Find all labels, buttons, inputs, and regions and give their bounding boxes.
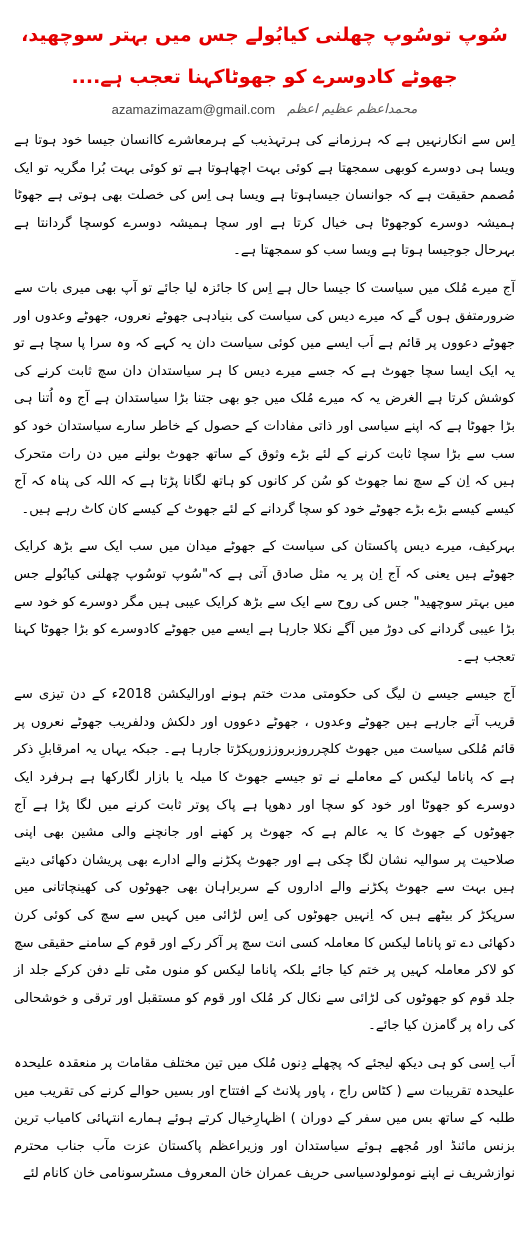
paragraph: بہرکیف، میرے دیس پاکستان کی سیاست کے جھوٹے میدان میں سب ایک سے بڑھ کرایک جھوٹے ہیں یعنی کہ آج اِن پر یہ مثل صادق آتی ہے کہ"سُوپ توسُوپ چھلنی کیابُولے جس میں بہتر سوچھید" جس کی روح سے ایک سے بڑھ کرایک عیبی ہیں مگر دوسرے کو خود سے بڑا عیبی گردانے کی دوڑ میں آگے نکلا جارہا ہے ایسے میں جھوٹے کادوسرے کو بڑا جھوٹا کہنا تعجب ہے۔ bbox=[14, 539, 515, 665]
byline bbox=[14, 102, 515, 117]
article-headline: سُوپ توسُوپ چھلنی کیابُولے جس میں بہتر سوچھید، جھوٹے کادوسرے کو جھوٹاکہنا تعجب ہے.... bbox=[21, 24, 508, 88]
paragraph: اِس سے انکارنہیں ہے کہ ہرزمانے کی ہرتہذیب کے ہرمعاشرے کاانسان جیسا خود ہوتا ہے ویسا ہی دوسرے کوبھی سمجھتا ہے کوئی بہت اچھاہوتا ہے تو کوئی بہت بُرا مگریہ تو ایک مُصمم حقیقت ہے کہ جوانسان جیساہوتا ہے ویسا ہی اِس کی خصلت بھی ہوتی ہے جھوٹا ہمیشہ دوسرے کوجھوٹا ہی خیال کرتا ہے اور سچا ہمیشہ دوسرے کوسچا گردانتا ہے بہرحال جوجیسا ہوتا ہے ویسا سب کو سمجھتا ہے۔ bbox=[14, 133, 515, 259]
author-email: azamazimazam@gmail.com bbox=[111, 102, 276, 117]
article-body bbox=[14, 127, 515, 1188]
paragraph: اَب اِسی کو ہی دیکھ لیجئے کہ پچھلے دِنوں مُلک میں تین مختلف مقامات پر منعقدہ علیحدہ علیحدہ تقریبات سے ( کٹاس راج ، پاور پلانٹ کے افتتاح اور بسیں حوالے کرنے کی تقریب میں طلبہ کے ساتھ بس میں سفر کے دوران ) اظہارِخیال کرتے ہوئے ہمارے انتہائی کامیاب ترین بزنس مائنڈ اور مُجھے ہوئے سیاستدان اور وزیراعظم پاکستان عزت مآب جناب محترم نوازشریف نے اپنے نومولودسیاسی حریف عمران خان المعروف مسٹرسونامی خان کانام لئے bbox=[14, 1056, 515, 1182]
author-name: محمداعظم عظیم اعظم bbox=[287, 102, 418, 117]
paragraph: آج جیسے جیسے ن لیگ کی حکومتی مدت ختم ہونے اورالیکشن 2018ء کے دن تیزی سے قریب آتے جارہے ہیں جھوٹے وعدوں ، جھوٹے دعووں اور دلکش ودلفریب جھوٹے نعروں پر قائم مُلکی سیاست میں جھوٹ کلچرروزبروززورپکڑتا جارہا ہے۔ جبکہ یہاں یہ امرقابلِ ذکر ہے کہ پاناما لیکس کے معاملے نے تو جیسے جھوٹ کا میلہ یا بازار لگارکھا ہے ہرفرد ایک دوسرے کو جھوٹا اور خود کو سچا اور دھوپا ہے پاک پوتر ثابت کرنے میں لگا پڑا ہے آج جھوٹوں کے جھوٹ کا یہ عالم ہے کہ جھوٹ پر کھنے اور جانچنے والی مشین بھی اپنی صلاحیت پر سوالیہ نشان لگا چکی ہے اور جھوٹ پکڑنے والے ادارے بھی پریشان دکھائی دیتے ہیں بہت سے جھوٹ پکڑنے والے اداروں کے سربراہان بھی جھوٹوں کی کھینچاتانی میں سرپکڑ کر بیٹھے ہیں کہ اِنہیں جھوٹوں کی اِس لڑائی میں کہیں سے سچ کی کوئی کرن دکھائی دے تو پاناما لیکس کا معاملہ کسی انت سچ پر آکر رکے اور قوم کے سامنے حقیقی سچ کو لاکر معاملہ کہیں پر ختم کیا جائے بلکہ پاناما لیکس کو منوں مٹی تلے دفن کرکے جلد از جلد قوم کو جھوٹوں کی لڑائی سے نکال کر مُلک اور قوم کو مستقبل اور ترقی و خوشحالی کی راہ پر گامزن کیا جائے۔ bbox=[14, 687, 515, 1034]
paragraph: آج میرے مُلک میں سیاست کا جیسا حال ہے اِس کا جائزہ لیا جائے تو آپ بھی میری بات سے ضرورمتفق ہوں گے کہ میرے دیس کی سیاست کی بنیادہی جھوٹے نعروں، جھوٹے وعدوں اور جھوٹے دعووں پر قائم ہے اَب ایسے میں کوئی سیاست دان یہ کہے کہ وہ سرا پا سچا ہے تو یہ ایک ایسا سچا جھوٹ ہے کہ جسے میرے دیس کا ہر سیاستدان دان سچ ثابت کرنے کی کوشش کرتا ہے الغرض یہ کہ میرے مُلک میں جو بھی جتنا بڑا سیاستدان ہے آج وہ اُتنا ہی بڑا جھوٹا ہے کہ اپنے سیاسی اور ذاتی مفادات کے حصول کے خاطر سارے سیاستدان خود کو سب سے بڑا سچا ثابت کرنے کے لئے بڑے وثوق کے ساتھ جھوٹ بولنے میں دن رات متحرک ہیں کہ اِن کے سچ نما جھوٹ کو سُن کر کانوں کو ہاتھ لگانا پڑتا ہے کہ اللہ کی پناہ کہ آج کیسے کیسے بڑے بڑے جھوٹے خود کو سچا گردانے کے لئے جھوٹ کے کیسے کان کاٹ رہے ہیں۔ bbox=[14, 280, 515, 517]
